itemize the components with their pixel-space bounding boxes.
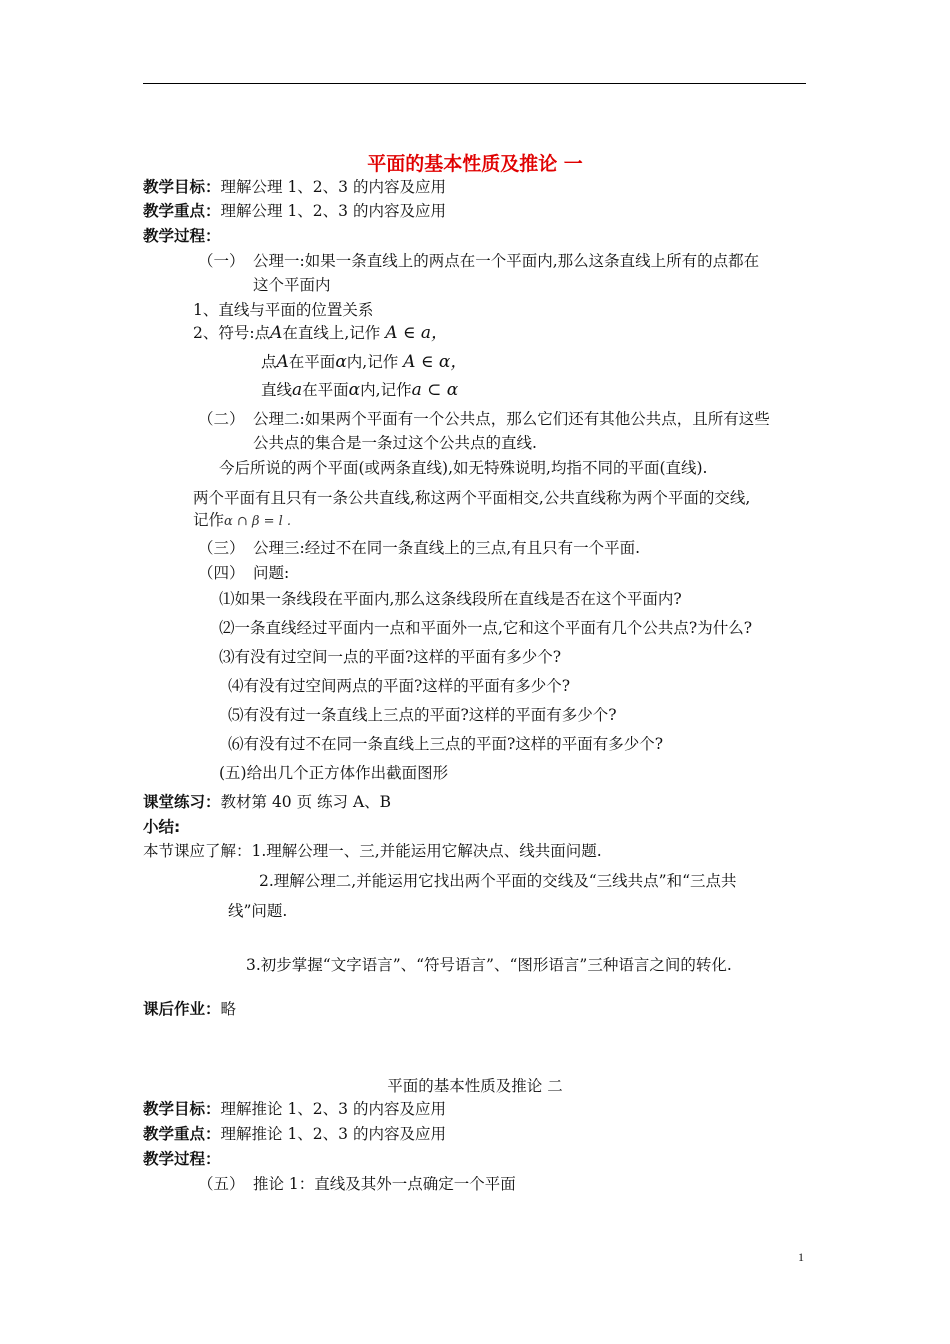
symbol-line3-text-c: 内,记作 — [360, 381, 412, 399]
summary-line3: 线”问题. — [228, 902, 288, 920]
question-4: ⑷有没有过空间两点的平面?这样的平面有多少个? — [228, 677, 571, 695]
practice-label: 课堂练习： — [143, 793, 221, 811]
math-point-A: A — [270, 323, 283, 343]
axiom2-line2: 公共点的集合是一条过这个公共点的直线. — [253, 434, 537, 452]
symbol-line2-text-c: 内,记作 — [346, 353, 399, 371]
section4-number: （四） — [198, 564, 245, 582]
axiom1-line1: 公理一:如果一条直线上的两点在一个平面内,那么这条直线上所有的点都在 — [253, 252, 760, 270]
lesson2-title: 平面的基本性质及推论 二 — [387, 1077, 563, 1095]
section5-text: (五)给出几个正方体作出截面图形 — [219, 764, 449, 782]
symbol-line3-text-a: 直线 — [261, 381, 293, 399]
summary-line1: 本节课应了解：1.理解公理一、三,并能运用它解决点、线共面问题. — [143, 842, 602, 860]
question-2: ⑵一条直线经过平面内一点和平面外一点,它和这个平面有几个公共点?为什么? — [219, 619, 753, 637]
axiom2-line1: 公理二:如果两个平面有一个公共点，那么它们还有其他公共点，且所有这些 — [253, 410, 770, 428]
lesson2-goal-row — [143, 1099, 446, 1119]
summary-label: 小结: — [143, 818, 181, 836]
symbol-line3-text-b: 在平面 — [302, 381, 349, 399]
math-a-subset-alpha: a ⊂ α — [411, 380, 459, 400]
lesson2-process-label: 教学过程： — [143, 1150, 221, 1168]
section3-number: （三） — [198, 539, 245, 557]
symbol-line1-text-b: 在直线上,记作 — [282, 324, 381, 342]
math-A-in-a: A ∈ a， — [385, 323, 449, 343]
summary-line2: 2.理解公理二,并能运用它找出两个平面的交线及“三线共点”和“三点共 — [259, 872, 737, 890]
math-point-A-2: A — [276, 352, 289, 372]
header-rule — [143, 83, 806, 84]
practice-text: 教材第 40 页 练习 A、B — [220, 793, 392, 811]
math-A-in-alpha: A ∈ α， — [403, 352, 468, 372]
symbol-line3 — [261, 380, 458, 400]
axiom1-line2: 这个平面内 — [253, 276, 331, 294]
homework-label: 课后作业： — [143, 1000, 221, 1018]
lesson2-focus-label: 教学重点： — [143, 1125, 221, 1143]
question-1: ⑴如果一条线段在平面内,那么这条线段所在直线是否在这个平面内? — [219, 590, 682, 608]
practice-row — [143, 792, 391, 812]
goal-label: 教学目标： — [143, 178, 221, 196]
homework-text: 略 — [220, 1000, 237, 1018]
corollary1-text: 推论 1：直线及其外一点确定一个平面 — [253, 1175, 516, 1193]
section2-number: （二） — [198, 410, 245, 428]
goal-row — [143, 177, 446, 197]
page-number: 1 — [798, 1250, 804, 1264]
focus-text: 理解公理 1、2、3 的内容及应用 — [220, 202, 446, 220]
note-line: 今后所说的两个平面(或两条直线),如无特殊说明,均指不同的平面(直线). — [219, 459, 708, 477]
symbol-line1-text-a: 2、符号:点 — [193, 324, 271, 342]
lesson2-goal-label: 教学目标： — [143, 1100, 221, 1118]
summary-line4: 3.初步掌握“文字语言”、“符号语言”、“图形语言”三种语言之间的转化. — [246, 956, 732, 974]
lesson1-title: 平面的基本性质及推论 一 — [367, 153, 583, 175]
symbol-line2-text-b: 在平面 — [288, 353, 336, 371]
math-line-a: a — [292, 380, 303, 400]
question-5: ⑸有没有过一条直线上三点的平面?这样的平面有多少个? — [228, 706, 617, 724]
intersect-line2 — [193, 510, 291, 532]
homework-row — [143, 999, 236, 1019]
lesson2-section5-number: （五） — [198, 1175, 245, 1193]
question-6: ⑹有没有过不在同一条直线上三点的平面?这样的平面有多少个? — [228, 735, 664, 753]
intersect-line1: 两个平面有且只有一条公共直线,称这两个平面相交,公共直线称为两个平面的交线, — [193, 489, 751, 507]
lesson2-focus-row — [143, 1124, 446, 1144]
process-label: 教学过程： — [143, 227, 221, 245]
symbol-line2 — [261, 352, 467, 372]
symbol-line1 — [193, 323, 448, 343]
questions-label: 问题: — [253, 564, 290, 582]
section1-number: （一） — [198, 252, 245, 270]
math-plane-alpha: α — [335, 352, 347, 372]
focus-row — [143, 201, 446, 221]
axiom3-text: 公理三:经过不在同一条直线上的三点,有且只有一个平面. — [253, 539, 641, 557]
question-3: ⑶有没有过空间一点的平面?这样的平面有多少个? — [219, 648, 562, 666]
symbol-line2-text-a: 点 — [261, 353, 277, 371]
item1: 1、直线与平面的位置关系 — [193, 301, 374, 319]
math-intersection: α ∩ β = l . — [224, 514, 292, 529]
focus-label: 教学重点： — [143, 202, 221, 220]
intersect-label: 记作 — [193, 511, 225, 529]
lesson2-goal-text: 理解推论 1、2、3 的内容及应用 — [220, 1100, 446, 1118]
math-plane-alpha-2: α — [348, 380, 361, 400]
goal-text: 理解公理 1、2、3 的内容及应用 — [220, 178, 446, 196]
lesson2-focus-text: 理解推论 1、2、3 的内容及应用 — [220, 1125, 446, 1143]
